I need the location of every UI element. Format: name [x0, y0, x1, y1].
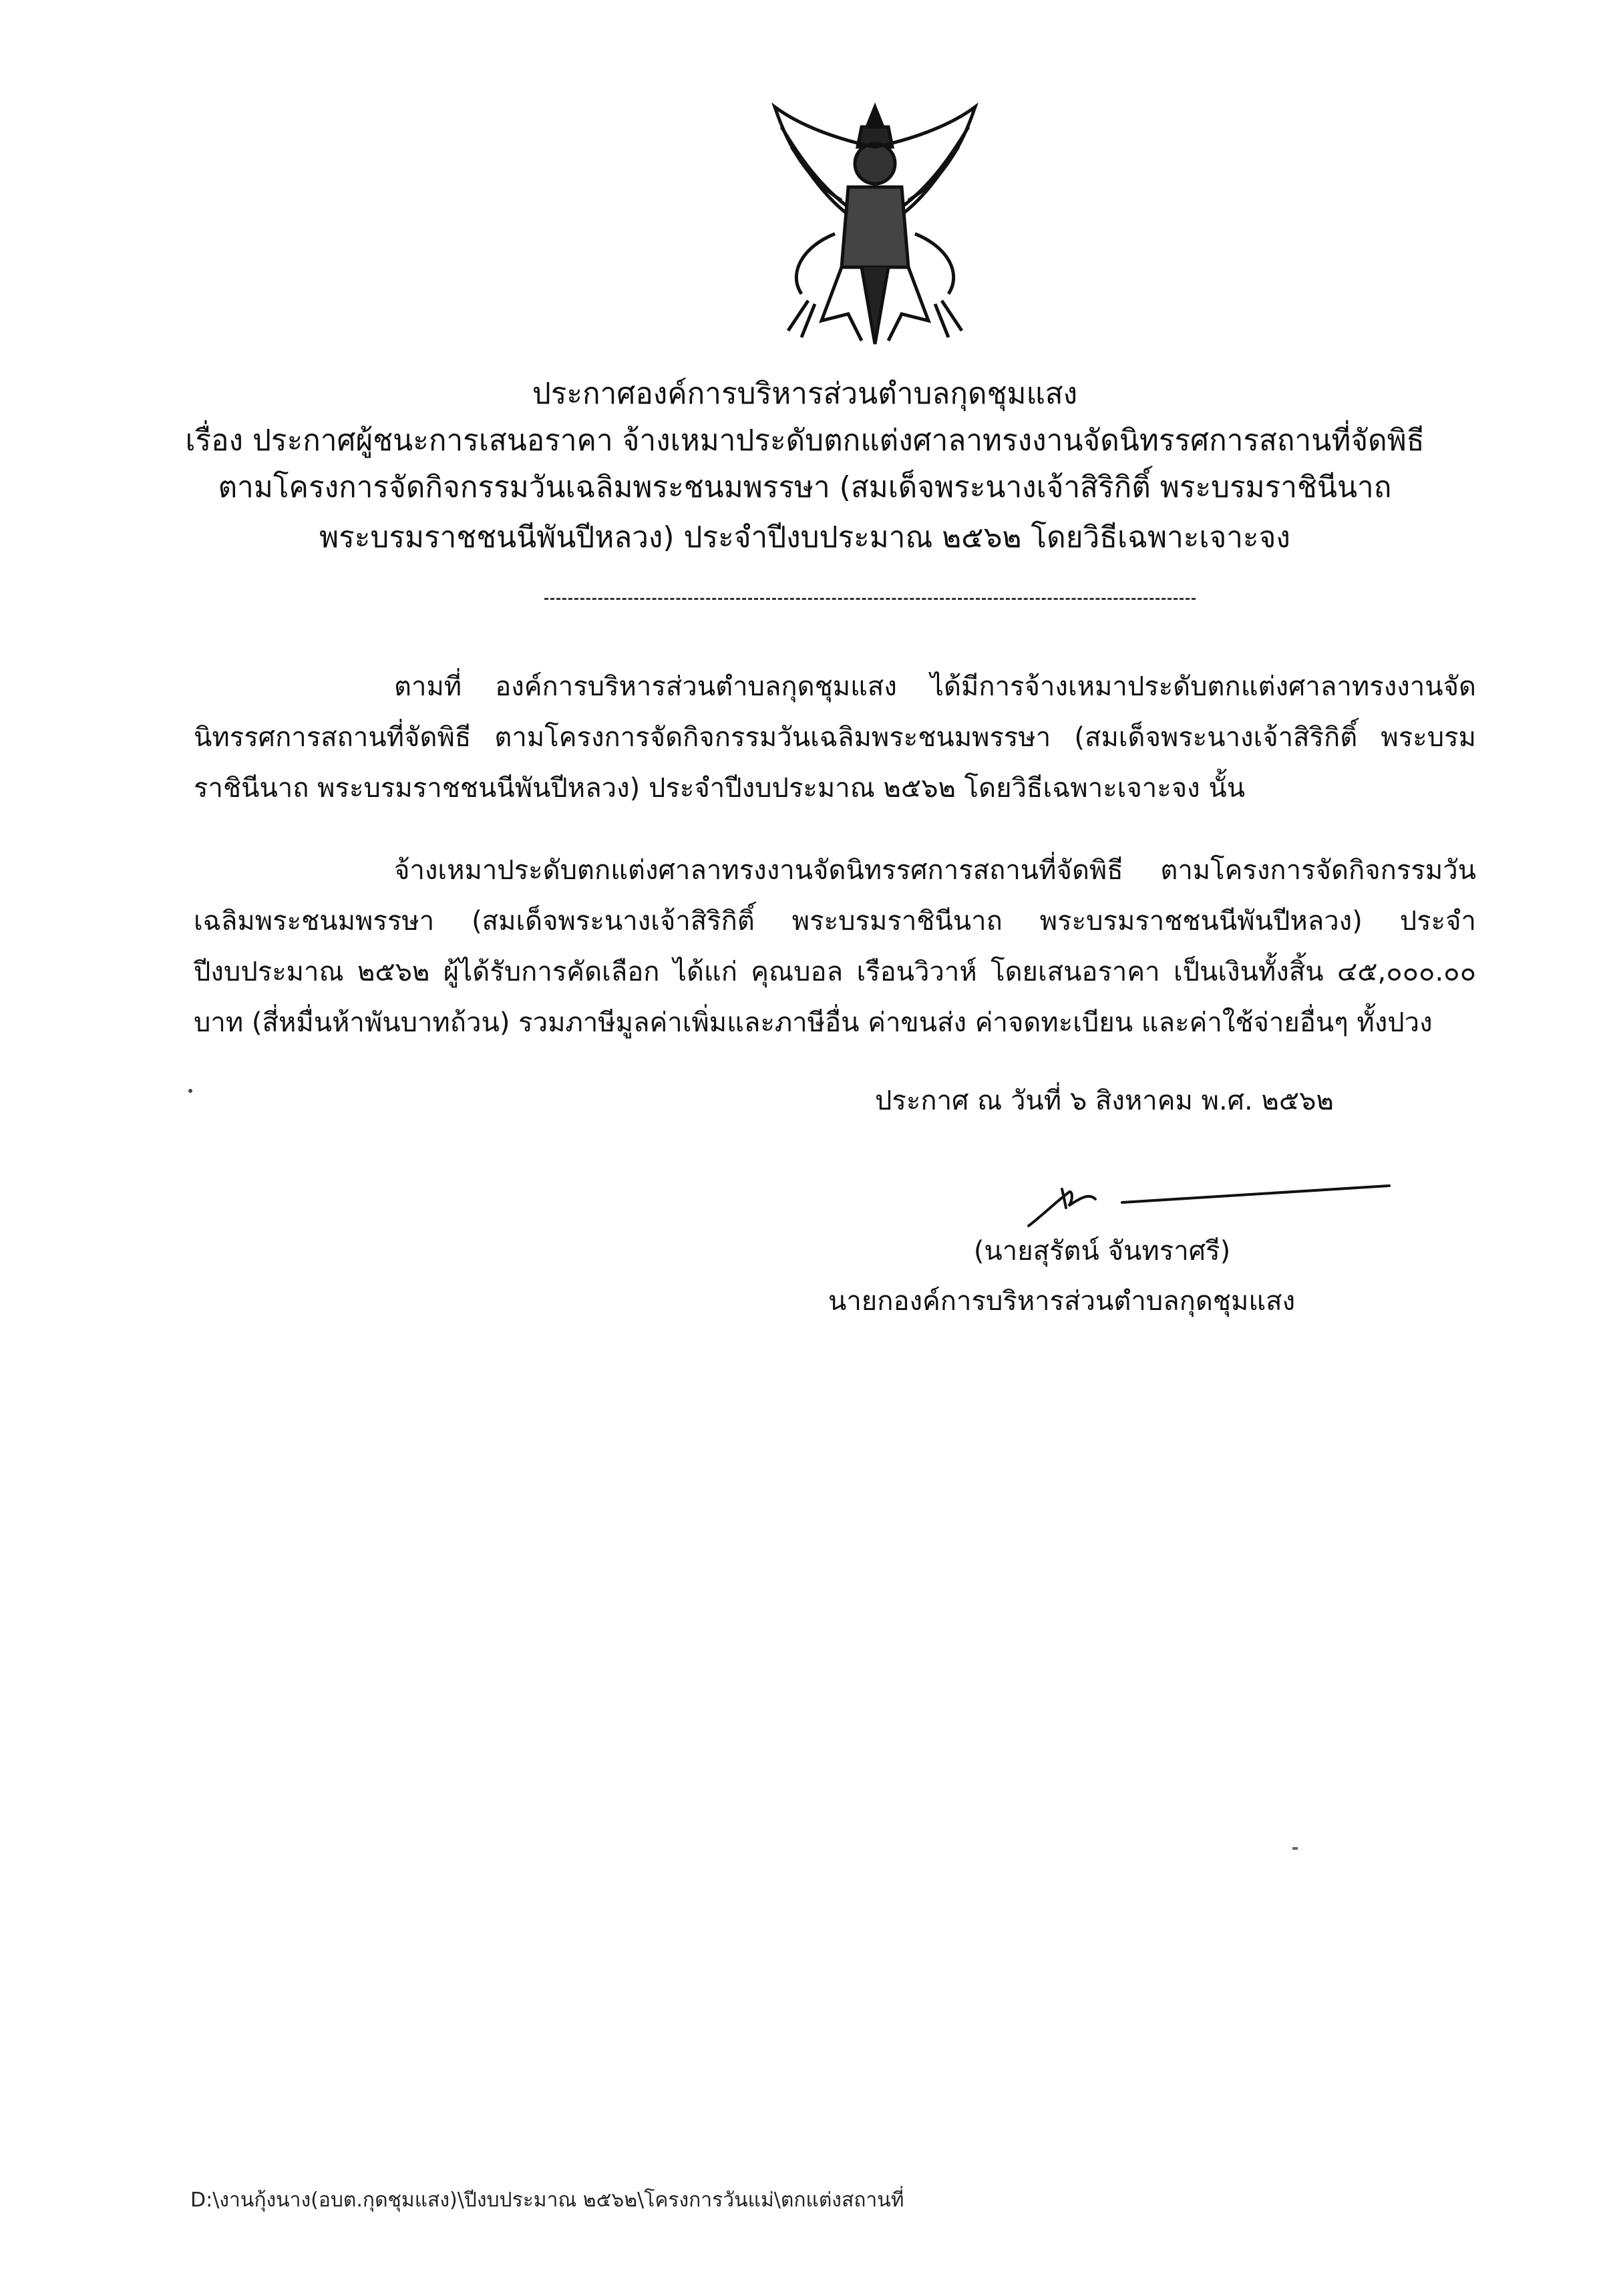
- paragraph-2-text: จ้างเหมาประดับตกแต่งศาลาทรงงานจัดนิทรรศการสถานที่จัดพิธี ตามโครงการจัดกิจกรรมวันเฉลิมพระชนมพรรษา (สมเด็จพระนางเจ้าสิริกิติ์ พระบรมราชินีนาถ พระบรมราชชนนีพันปีหลวง) ประจำปีงบประมาณ ๒๕๖๒ ผู้ได้รับการคัดเลือก ได้แก่ คุณบอล เรือนวิวาห์ โดยเสนอราคา เป็นเงินทั้งสิ้น ๔๕,๐๐๐.๐๐ บาท (สี่หมื่นห้าพันบาทถ้วน) รวมภาษีมูลค่าเพิ่มและภาษีอื่น ค่าขนส่ง ค่าจดทะเบียน และค่าใช้จ่ายอื่นๆ ทั้งปวง: [194, 855, 1476, 1038]
- paragraph-2: [194, 845, 1476, 1048]
- paragraph-1-text: ตามที่ องค์การบริหารส่วนตำบลกุดชุมแสง ได้มีการจ้างเหมาประดับตกแต่งศาลาทรงงานจัดนิทรรศการสถานที่จัดพิธี ตามโครงการจัดกิจกรรมวันเฉลิมพระชนมพรรษา (สมเด็จพระนางเจ้าสิริกิติ์ พระบรมราชินีนาถ พระบรมราชชนนีพันปีหลวง) ประจำปีงบประมาณ ๒๕๖๒ โดยวิธีเฉพาะเจาะจง นั้น: [194, 671, 1476, 804]
- signer-name: (นายสุรัตน์ จันทราศรี): [973, 1236, 1231, 1267]
- subject-line-2: ตามโครงการจัดกิจกรรมวันเฉลิมพระชนมพรรษา (สมเด็จพระนางเจ้าสิริกิติ์ พระบรมราชินีนาถ: [218, 470, 1392, 504]
- dashed-divider: [544, 598, 1196, 600]
- subject-line-3: พระบรมราชชนนีพันปีหลวง) ประจำปีงบประมาณ ๒๕๖๒ โดยวิธีเฉพาะเจาะจง: [319, 520, 1290, 554]
- signature-mark: [1022, 1162, 1396, 1236]
- scan-speck: [1292, 1847, 1298, 1850]
- paragraph-1: [194, 661, 1476, 814]
- announcement-date: ประกาศ ณ วันที่ ๖ สิงหาคม พ.ศ. ๒๕๖๒: [875, 1086, 1334, 1116]
- file-path-footer: D:\งานกุ้งนาง(อบต.กุดชุมแสง)\ปีงบประมาณ ๒๕๖๒\โครงการวันแม่\ตกแต่งสถานที่: [190, 2188, 904, 2212]
- scan-speck: [188, 1089, 192, 1093]
- signer-title: นายกองค์การบริหารส่วนตำบลกุดชุมแสง: [828, 1286, 1296, 1317]
- announcement-title: ประกาศองค์การบริหารส่วนตำบลกุดชุมแสง: [532, 377, 1078, 411]
- garuda-emblem-icon: [761, 100, 989, 347]
- subject-line-1: เรื่อง ประกาศผู้ชนะการเสนอราคา จ้างเหมาประดับตกแต่งศาลาทรงงานจัดนิทรรศการสถานที่จัดพิธี: [185, 424, 1425, 458]
